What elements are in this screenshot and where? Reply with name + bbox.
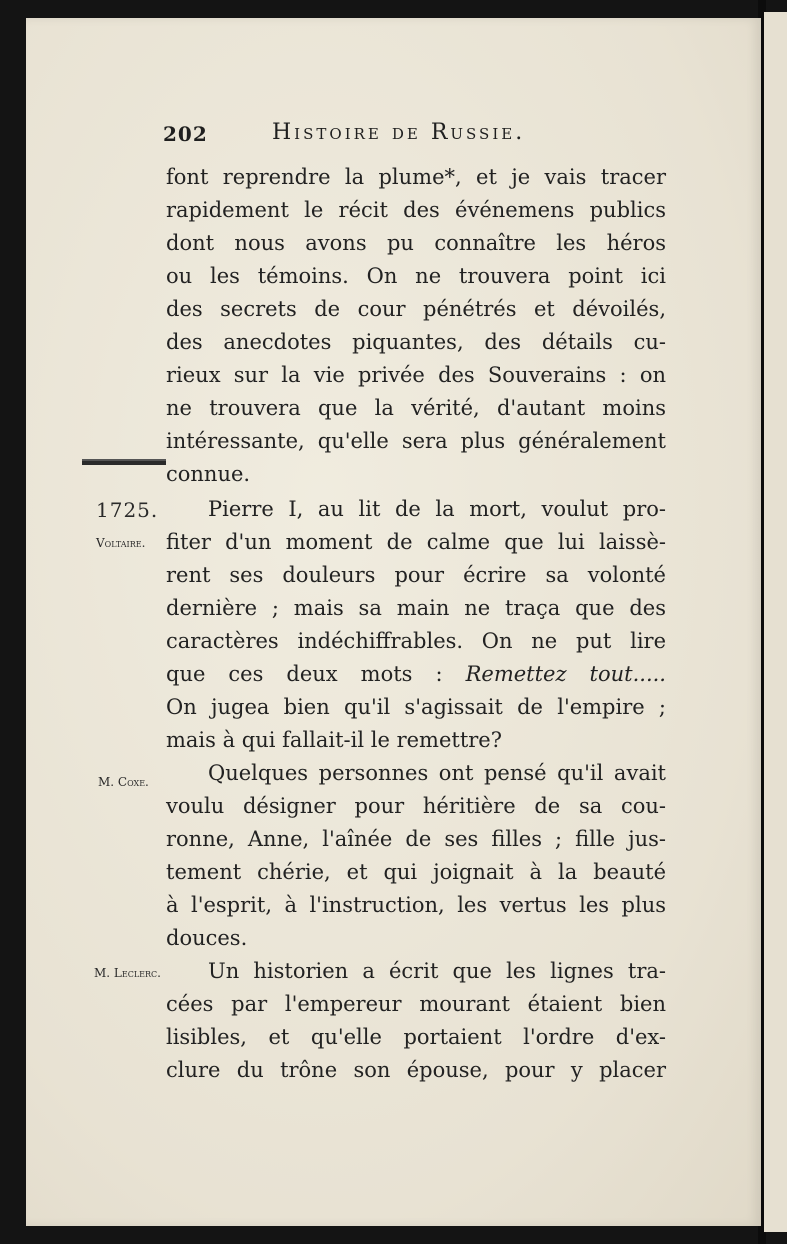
text-line: ou les témoins. On ne trouvera point ici (166, 264, 666, 288)
text-line: Quelques personnes ont pensé qu'il avait (208, 761, 666, 785)
text-line: font reprendre la plume*, et je vais tracer (166, 165, 666, 189)
quoted-words: Remettez tout..... (465, 662, 666, 686)
text-line-with-quote (166, 658, 666, 690)
text-line: des secrets de cour pénétrés et dévoilés, (166, 297, 666, 321)
text-line: rapidement le récit des événemens publics (166, 198, 666, 222)
page-number: 202 (163, 122, 208, 146)
text-line: ronne, Anne, l'aînée de ses filles ; fille jus- (166, 827, 666, 851)
text-line: Pierre I, au lit de la mort, voulut pro- (208, 497, 666, 521)
text-line: Un historien a écrit que les lignes tra- (208, 959, 666, 983)
text-line: rieux sur la vie privée des Souverains : on (166, 363, 666, 387)
text-line: caractères indéchiffrables. On ne put lire (166, 629, 666, 653)
text-line: intéressante, qu'elle sera plus généralement (166, 429, 666, 453)
text-line: cées par l'empereur mourant étaient bien (166, 992, 666, 1016)
quote-lead: que ces deux mots : (166, 662, 443, 686)
text-line: dont nous avons pu connaître les héros (166, 231, 666, 255)
running-title: Histoire de Russie. (272, 120, 526, 145)
page-header (26, 118, 761, 148)
text-line: clure du trône son épouse, pour y placer (166, 1058, 666, 1082)
section-rule (82, 459, 166, 465)
margin-note-coxe: M. Coxe. (98, 775, 149, 789)
text-line: des anecdotes piquantes, des détails cu- (166, 330, 666, 354)
text-line: dernière ; mais sa main ne traça que des (166, 596, 666, 620)
text-line: fiter d'un moment de calme que lui laissè- (166, 530, 666, 554)
text-line: lisibles, et qu'elle portaient l'ordre d'ex- (166, 1025, 666, 1049)
text-line: rent ses douleurs pour écrire sa volonté (166, 563, 666, 587)
text-line: On jugea bien qu'il s'agissait de l'empire ; (166, 695, 666, 719)
text-line: douces. (166, 926, 248, 950)
margin-note-leclerc: M. Leclerc. (94, 966, 161, 980)
text-line: connue. (166, 462, 251, 486)
text-line: à l'esprit, à l'instruction, les vertus les plus (166, 893, 666, 917)
adjacent-page-edge (764, 12, 787, 1232)
text-line: mais à qui fallait-il le remettre? (166, 728, 502, 752)
text-line: ne trouvera que la vérité, d'autant moins (166, 396, 666, 420)
margin-note-voltaire: Voltaire. (96, 536, 146, 550)
text-line: tement chérie, et qui joignait à la beauté (166, 860, 666, 884)
book-page (26, 18, 761, 1226)
margin-year: 1725. (96, 498, 159, 522)
text-line: voulu désigner pour héritière de sa cou- (166, 794, 666, 818)
